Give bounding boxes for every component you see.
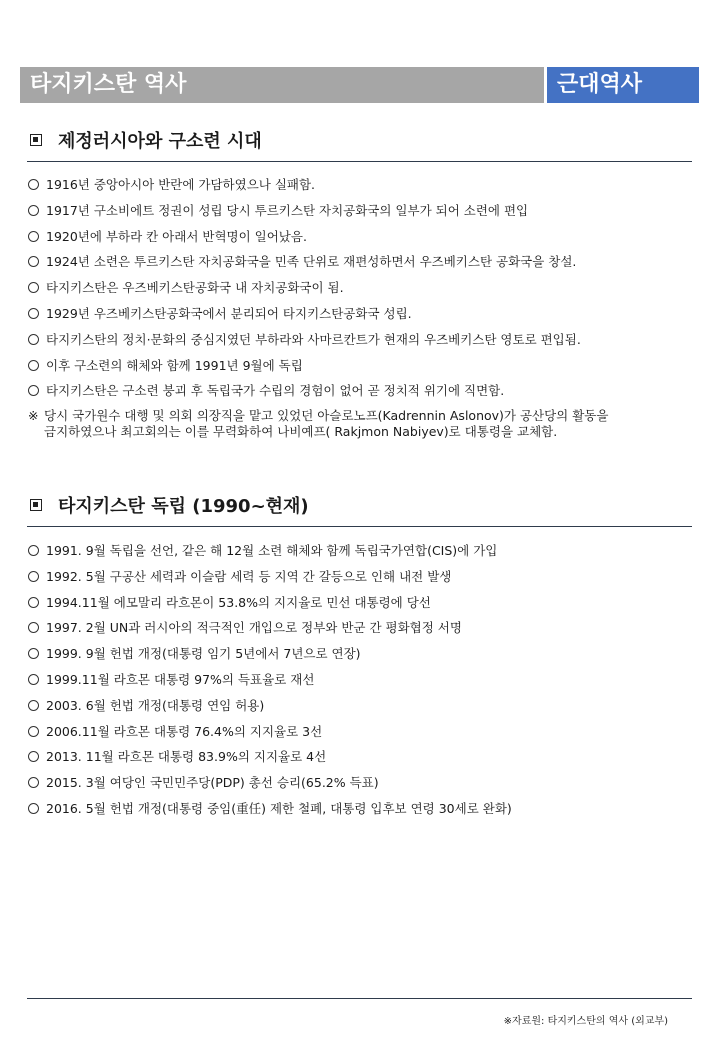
list-item: 2003. 6월 헌법 개정(대통령 연임 허용) — [28, 693, 708, 719]
section-title-independence — [30, 492, 309, 518]
circle-bullet-icon — [28, 179, 39, 190]
circle-bullet-icon — [28, 231, 39, 242]
list-item: 1920년에 부하라 칸 아래서 반혁명이 일어났음. — [28, 224, 708, 250]
note-line: 금지하였으나 최고회의는 이를 무력화하여 나비예프( Rakjmon Nabiyev)로 대통령을 교체함. — [44, 424, 558, 440]
circle-bullet-icon — [28, 385, 39, 396]
list-item: 이후 구소련의 해체와 함께 1991년 9월에 독립 — [28, 353, 708, 379]
section-title-text: 타지키스탄 독립 (1990~현재) — [58, 496, 309, 517]
list-item: 1929년 우즈베키스탄공화국에서 분리되어 타지키스탄공화국 성립. — [28, 301, 708, 327]
list-item: 타지키스탄은 우즈베키스탄공화국 내 자치공화국이 됨. — [28, 275, 708, 301]
circle-bullet-icon — [28, 648, 39, 659]
list-item: 2006.11월 라흐몬 대통령 76.4%의 지지율로 3선 — [28, 719, 708, 745]
circle-bullet-icon — [28, 597, 39, 608]
list-item: 1994.11월 에모말리 라흐몬이 53.8%의 지지율로 민선 대통령에 당선 — [28, 590, 708, 616]
section-divider — [27, 161, 692, 162]
source-note: ※자료원: 타지키스탄의 역사 (외교부) — [503, 1016, 668, 1027]
section-divider — [27, 526, 692, 527]
circle-bullet-icon — [28, 256, 39, 267]
circle-bullet-icon — [28, 751, 39, 762]
list-item: 2016. 5월 헌법 개정(대통령 중임(重任) 제한 철폐, 대통령 입후보 연령 30세로 완화) — [28, 796, 708, 822]
circle-bullet-icon — [28, 700, 39, 711]
circle-bullet-icon — [28, 334, 39, 345]
circle-bullet-icon — [28, 360, 39, 371]
circle-bullet-icon — [28, 726, 39, 737]
list-item: 타지키스탄은 구소련 붕괴 후 독립국가 수립의 경험이 없어 곧 정치적 위기에 직면함. — [28, 378, 708, 404]
circle-bullet-icon — [28, 674, 39, 685]
note-line: 당시 국가원수 대행 및 의회 의장직을 맡고 있었던 아슬로노프(Kadrennin Aslonov)가 공산당의 활동을 — [44, 408, 609, 424]
soviet-era-list — [28, 172, 708, 440]
list-item: 2013. 11월 라흐몬 대통령 83.9%의 지지율로 4선 — [28, 744, 708, 770]
circle-bullet-icon — [28, 308, 39, 319]
section-title-soviet — [30, 127, 262, 153]
circle-bullet-icon — [28, 205, 39, 216]
category-label: 근대역사 — [547, 67, 699, 103]
footnote — [28, 408, 708, 440]
list-item: 1924년 소련은 투르키스탄 자치공화국을 민족 단위로 재편성하면서 우즈베키스탄 공화국을 창설. — [28, 249, 708, 275]
note-mark: ※ — [28, 408, 39, 424]
circle-bullet-icon — [28, 571, 39, 582]
list-item: 1999. 9월 헌법 개정(대통령 임기 5년에서 7년으로 연장) — [28, 641, 708, 667]
footer-divider — [27, 998, 692, 999]
list-item: 2015. 3월 여당인 국민민주당(PDP) 총선 승리(65.2% 득표) — [28, 770, 708, 796]
circle-bullet-icon — [28, 622, 39, 633]
section-title-text: 제정러시아와 구소련 시대 — [58, 131, 262, 152]
square-bullet-icon — [30, 499, 42, 511]
circle-bullet-icon — [28, 803, 39, 814]
circle-bullet-icon — [28, 282, 39, 293]
circle-bullet-icon — [28, 545, 39, 556]
circle-bullet-icon — [28, 777, 39, 788]
square-bullet-icon — [30, 134, 42, 146]
list-item: 1999.11월 라흐몬 대통령 97%의 득표율로 재선 — [28, 667, 708, 693]
list-item: 타지키스탄의 정치·문화의 중심지였던 부하라와 사마르칸트가 현재의 우즈베키스탄 영토로 편입됨. — [28, 327, 708, 353]
list-item: 1916년 중앙아시아 반란에 가담하였으나 실패함. — [28, 172, 708, 198]
list-item: 1997. 2월 UN과 러시아의 적극적인 개입으로 정부와 반군 간 평화협정 서명 — [28, 615, 708, 641]
list-item: 1992. 5월 구공산 세력과 이슬람 세력 등 지역 간 갈등으로 인해 내전 발생 — [28, 564, 708, 590]
title-banner — [20, 67, 699, 103]
list-item: 1917년 구소비에트 정권이 성립 당시 투르키스탄 자치공화국의 일부가 되어 소련에 편입 — [28, 198, 708, 224]
page-title: 타지키스탄 역사 — [20, 67, 544, 103]
independence-list — [28, 538, 708, 822]
list-item: 1991. 9월 독립을 선언, 같은 해 12월 소련 해체와 함께 독립국가연합(CIS)에 가입 — [28, 538, 708, 564]
